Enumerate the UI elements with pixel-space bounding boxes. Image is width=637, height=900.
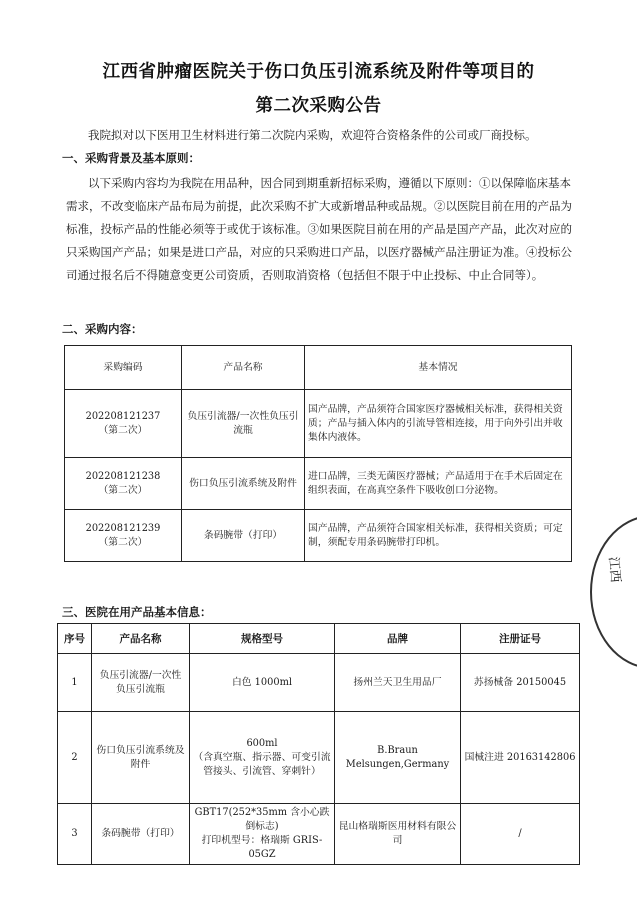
brand: 扬州兰天卫生用品厂 <box>335 654 461 712</box>
product-name: 条码腕带（打印） <box>182 510 305 562</box>
registration: / <box>461 804 580 865</box>
procurement-table <box>64 345 572 562</box>
header-name: 产品名称 <box>182 346 305 390</box>
round: （第二次） <box>98 424 148 436</box>
doc-title-line1: 江西省肿瘤医院关于伤口负压引流系统及附件等项目的 <box>102 62 535 82</box>
table-row <box>58 712 580 804</box>
table-header-row <box>65 346 572 390</box>
product-info-table <box>57 623 580 865</box>
product-name: 条码腕带（打印） <box>92 804 190 865</box>
header-spec: 规格型号 <box>190 624 335 654</box>
brand: 昆山格瑞斯医用材料有限公司 <box>335 804 461 865</box>
row-no: 2 <box>58 712 92 804</box>
header-desc: 基本情况 <box>305 346 572 390</box>
spec-line2: 打印机型号：格瑞斯 GRIS-05GZ <box>201 835 323 860</box>
seal-text: 江西 <box>605 556 623 584</box>
spec <box>190 654 335 712</box>
product-name: 负压引流器/一次性负压引流瓶 <box>92 654 190 712</box>
section2-heading: 二、采购内容： <box>62 322 143 336</box>
product-name: 伤口负压引流系统及附件 <box>92 712 190 804</box>
brand: B.Braun Melsungen,Germany <box>335 712 461 804</box>
header-reg: 注册证号 <box>461 624 580 654</box>
table-row <box>65 458 572 510</box>
spec-line1: 600ml <box>246 737 278 749</box>
row-code-cell <box>65 458 182 510</box>
row-no: 1 <box>58 654 92 712</box>
row-no: 3 <box>58 804 92 865</box>
table-row <box>65 510 572 562</box>
header-code: 采购编码 <box>65 346 182 390</box>
table-row <box>58 654 580 712</box>
section1-body: 以下采购内容均为我院在用品种，因合同到期重新招标采购，遵循以下原则：①以保障临床基本需求，不改变临床产品布局为前提，此次采购不扩大或新增品种或品规。②以医院目前在用的产品为标准，投标产品的性能必须等于或优于该标准。③如果医院目前在用的产品是国产产品，此次对应的只采购国产产品；如果是进口产品，对应的只采购进口产品，以医疗器械产品注册证为准。④投标公司通过报名后不得随意变更公司资质，否则取消资格（包括但不限于中止投标、中止合同等）。 <box>66 176 572 282</box>
spec-line2: （含真空瓶、指示器、可变引流管接头、引流管、穿刺针） <box>193 751 331 777</box>
code: 202208121237 <box>85 410 161 422</box>
official-seal <box>590 515 637 669</box>
description: 国产品牌，产品须符合国家相关标准，获得相关资质；可定制，须配专用条码腕带打印机。 <box>305 510 572 562</box>
row-code-cell <box>65 390 182 458</box>
spec-line1: GBT17(252*35mm 含小心跌倒标志) <box>194 807 330 832</box>
section1-heading: 一、采购背景及基本原则： <box>62 151 200 165</box>
table-row <box>58 804 580 865</box>
table-header-row <box>58 624 580 654</box>
product-name: 负压引流器/一次性负压引流瓶 <box>182 390 305 458</box>
description: 国产品牌，产品须符合国家医疗器械相关标准，获得相关资质；产品与插入体内的引流导管相连接，用于向外引出并收集体内液体。 <box>305 390 572 458</box>
round: （第二次） <box>98 536 148 548</box>
row-code-cell <box>65 510 182 562</box>
round: （第二次） <box>98 484 148 496</box>
table-row <box>65 390 572 458</box>
spec-line1: 白色 1000ml <box>231 676 293 688</box>
doc-title-line2: 第二次采购公告 <box>255 96 382 116</box>
registration: 苏扬械备 20150045 <box>461 654 580 712</box>
header-no: 序号 <box>58 624 92 654</box>
code: 202208121238 <box>85 470 161 482</box>
spec <box>190 804 335 865</box>
intro-paragraph: 我院拟对以下医用卫生材料进行第二次院内采购，欢迎符合资格条件的公司或厂商投标。 <box>88 128 537 142</box>
description: 进口品牌，三类无菌医疗器械；产品适用于在手术后固定在组织表面，在高真空条件下吸收创口分泌物。 <box>305 458 572 510</box>
code: 202208121239 <box>85 522 161 534</box>
header-brand: 品牌 <box>335 624 461 654</box>
spec <box>190 712 335 804</box>
product-name: 伤口负压引流系统及附件 <box>182 458 305 510</box>
registration: 国械注进 20163142806 <box>461 712 580 804</box>
section3-heading: 三、医院在用产品基本信息： <box>62 605 212 619</box>
header-product: 产品名称 <box>92 624 190 654</box>
